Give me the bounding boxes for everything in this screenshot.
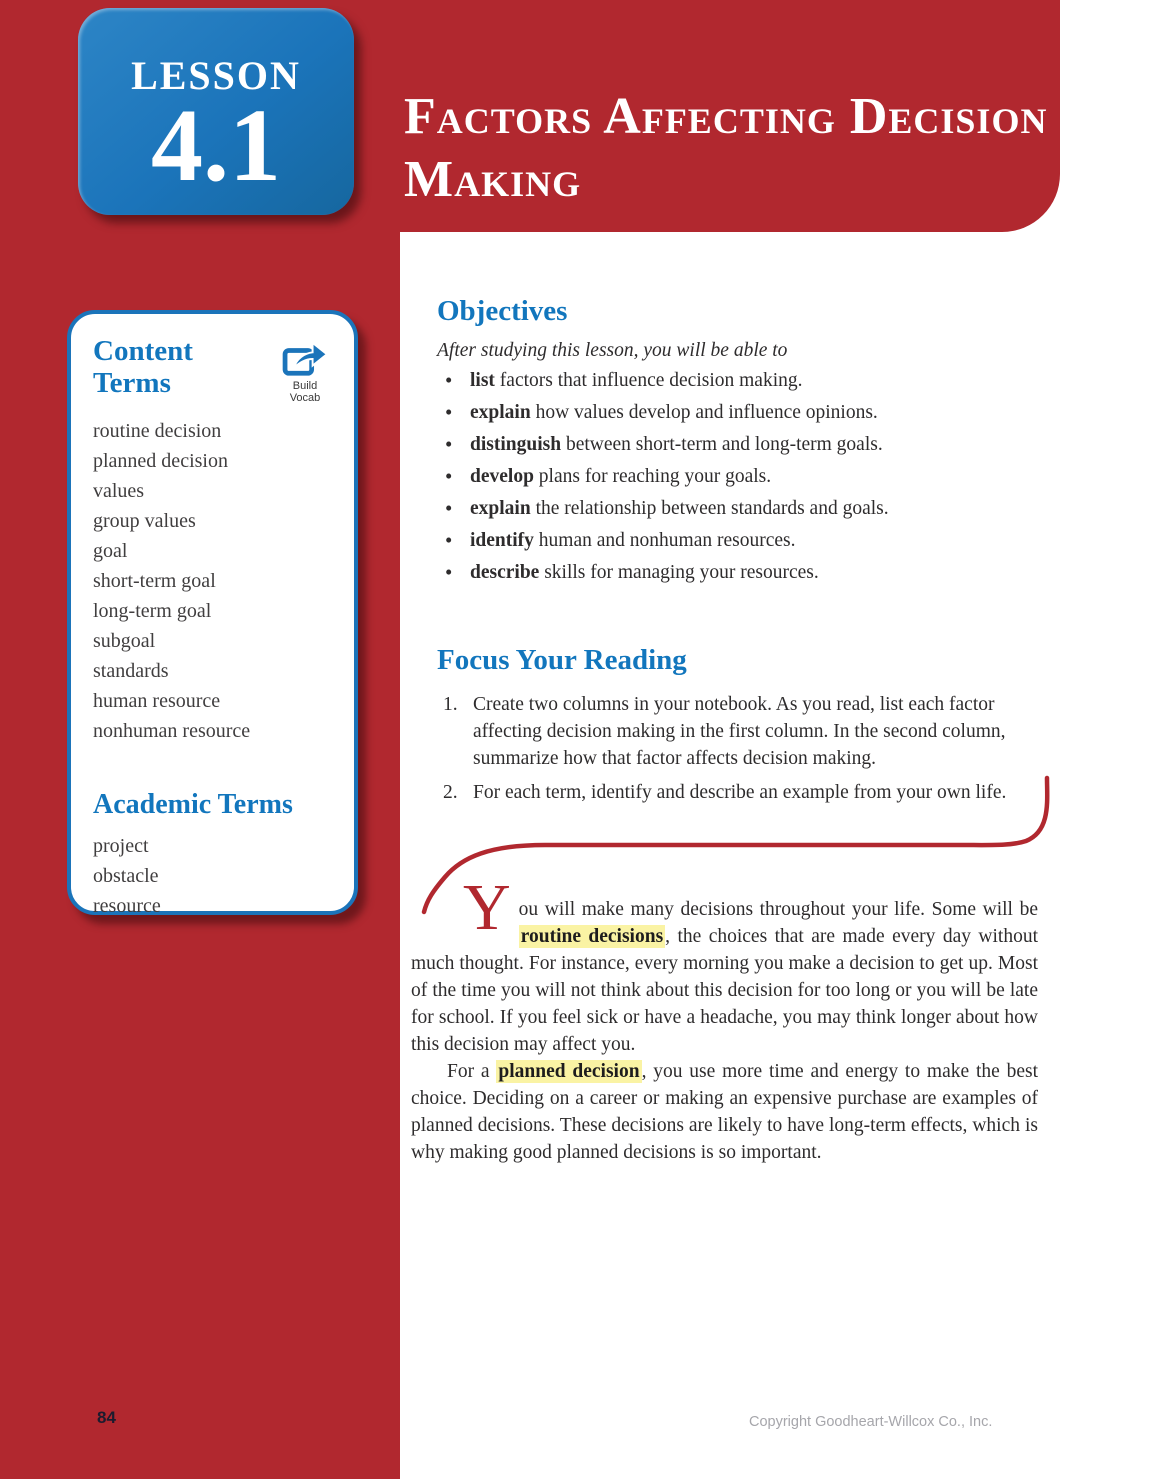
content-term: nonhuman resource (93, 719, 251, 742)
academic-terms-heading: Academic Terms (93, 788, 293, 820)
highlighted-term-planned-decision: planned decision (498, 1061, 640, 1082)
objective-item: explain how values develop and influence opinions. (470, 402, 878, 424)
content-terms-heading: Content Terms (93, 335, 193, 399)
content-term: human resource (93, 689, 221, 712)
content-term: routine decision (93, 419, 222, 442)
objective-item: develop plans for reaching your goals. (470, 466, 772, 488)
content-term: planned decision (93, 449, 228, 472)
academic-term: project (93, 834, 149, 857)
focus-item (437, 779, 1043, 806)
academic-terms-list (93, 831, 334, 921)
content-term: goal (93, 539, 128, 562)
lesson-label: LESSON (131, 53, 301, 98)
focus-item-number: 1. (443, 694, 458, 716)
focus-item-number: 2. (443, 782, 458, 804)
paragraph-1: You will make many decisions throughout your life. Some will be routine decisions , the choices that are made every day without much thought. For instance, every morning you make a decision to get up. Most of the time you will not think about this decision for too long or you will be late for school. If you feel sick or have a headache, you may think longer about how this decision may affect you. (411, 871, 1038, 1055)
page-number: 84 (97, 1408, 116, 1427)
objectives-heading: Objectives (437, 295, 568, 327)
content-term: long-term goal (93, 599, 212, 622)
content-term: group values (93, 509, 196, 532)
objectives-list (437, 368, 1043, 586)
dropcap-letter: Y (463, 871, 511, 944)
focus-item-text: For each term, identify and describe an example from your own life. (473, 782, 1007, 804)
highlighted-term-routine-decisions: routine decisions (520, 926, 664, 947)
focus-heading: Focus Your Reading (437, 644, 687, 676)
content-term: short-term goal (93, 569, 216, 592)
focus-your-reading-section (437, 645, 1043, 813)
focus-list (437, 691, 1043, 806)
objective-item: distinguish between short-term and long-term goals. (470, 434, 883, 456)
content-terms-list (93, 416, 334, 746)
objectives-intro: After studying this lesson, you will be able to (437, 340, 788, 362)
academic-term: resource (93, 894, 161, 917)
focus-item (437, 691, 1043, 772)
build-vocab-button[interactable] (274, 340, 336, 404)
page-title: Factors Affecting Decision Making (404, 87, 1048, 209)
paragraph-2: For a planned decision , you use more time and energy to make the best choice. Deciding on a career or making an expensive purchase are examples of planned decisions. These decisions are likely to have long-term effects, which is why making good planned decisions is so important. (411, 1061, 1038, 1163)
objective-item: list factors that influence decision making. (470, 370, 803, 392)
objectives-section (437, 296, 1043, 592)
objective-item: describe skills for managing your resources. (470, 562, 819, 584)
build-vocab-icon[interactable] (274, 340, 336, 378)
focus-item-text: Create two columns in your notebook. As you read, list each factor affecting decision making in the first column. In the second column, summarize how that factor affects decision making. (473, 694, 1006, 770)
copyright-notice: Copyright Goodheart-Willcox Co., Inc. (749, 1414, 993, 1430)
lesson-number: 4.1 (151, 88, 281, 203)
content-term: values (93, 479, 145, 502)
build-vocab-label: Build Vocab (289, 380, 321, 405)
content-term: standards (93, 659, 169, 682)
content-terms-box (67, 310, 358, 915)
objective-item: identify human and nonhuman resources. (470, 530, 796, 552)
lesson-number-tab (78, 8, 354, 215)
body-text (411, 871, 1038, 1166)
academic-term: obstacle (93, 864, 159, 887)
objective-item: explain the relationship between standards and goals. (470, 498, 889, 520)
content-term: subgoal (93, 629, 156, 652)
